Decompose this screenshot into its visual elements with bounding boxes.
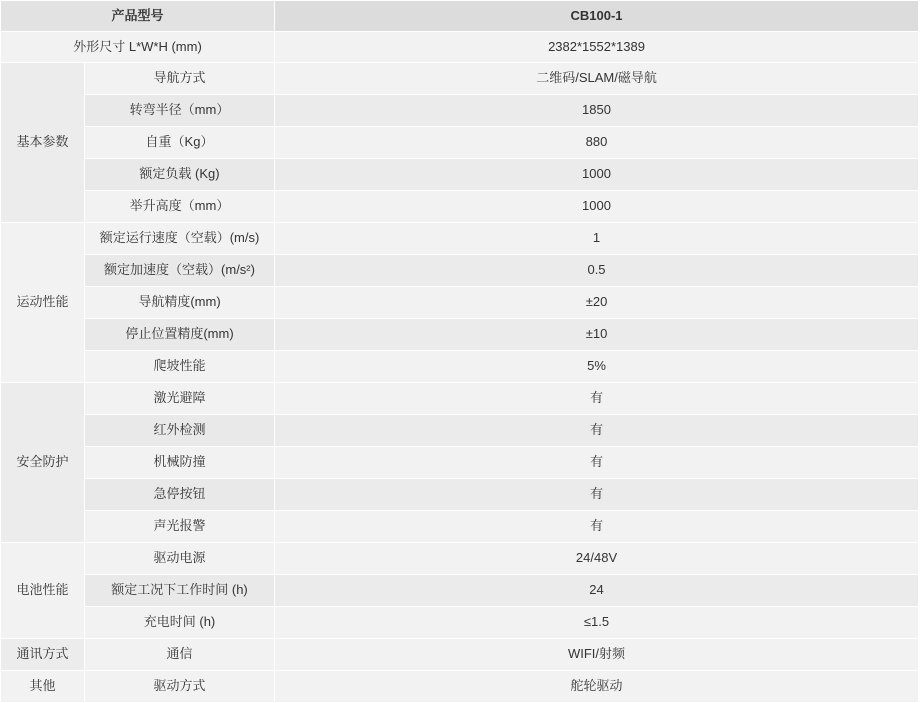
row-value: WIFI/射频 [275, 639, 919, 671]
row-value: 1000 [275, 191, 919, 223]
table-row [1, 607, 919, 639]
table-row [1, 479, 919, 511]
row-item-label: 导航精度(mm) [85, 287, 275, 319]
table-row [1, 319, 919, 351]
table-row [1, 191, 919, 223]
row-item-label: 外形尺寸 L*W*H (mm) [1, 32, 275, 63]
row-value: 1000 [275, 159, 919, 191]
table-row [1, 511, 919, 543]
table-row [1, 287, 919, 319]
row-group-label: 通讯方式 [1, 639, 85, 671]
row-value: 舵轮驱动 [275, 671, 919, 703]
row-value: 有 [275, 383, 919, 415]
table-row [1, 543, 919, 575]
row-item-label: 额定负载 (Kg) [85, 159, 275, 191]
row-value: 2382*1552*1389 [275, 32, 919, 63]
table-header-row [1, 1, 919, 32]
row-group-label: 电池性能 [1, 543, 85, 639]
row-item-label: 通信 [85, 639, 275, 671]
row-item-label: 停止位置精度(mm) [85, 319, 275, 351]
table-row [1, 127, 919, 159]
table-row [1, 351, 919, 383]
table-row [1, 95, 919, 127]
table-row [1, 415, 919, 447]
row-group-label: 运动性能 [1, 223, 85, 383]
row-value: 有 [275, 511, 919, 543]
row-value: 有 [275, 479, 919, 511]
table-row [1, 255, 919, 287]
row-item-label: 额定运行速度（空载）(m/s) [85, 223, 275, 255]
row-value: 24/48V [275, 543, 919, 575]
row-item-label: 额定工况下工作时间 (h) [85, 575, 275, 607]
row-group-label: 安全防护 [1, 383, 85, 543]
row-value: 有 [275, 415, 919, 447]
row-item-label: 额定加速度（空载）(m/s²) [85, 255, 275, 287]
row-value: 有 [275, 447, 919, 479]
row-value: 1850 [275, 95, 919, 127]
spec-table-body [1, 1, 919, 703]
table-row [1, 63, 919, 95]
row-item-label: 急停按钮 [85, 479, 275, 511]
table-row [1, 383, 919, 415]
row-item-label: 驱动方式 [85, 671, 275, 703]
row-item-label: 机械防撞 [85, 447, 275, 479]
row-value: 24 [275, 575, 919, 607]
row-item-label: 驱动电源 [85, 543, 275, 575]
table-row [1, 639, 919, 671]
row-item-label: 举升高度（mm） [85, 191, 275, 223]
row-value: ±10 [275, 319, 919, 351]
row-value: 二维码/SLAM/磁导航 [275, 63, 919, 95]
table-row [1, 32, 919, 63]
row-item-label: 充电时间 (h) [85, 607, 275, 639]
row-item-label: 导航方式 [85, 63, 275, 95]
row-item-label: 声光报警 [85, 511, 275, 543]
row-value: ≤1.5 [275, 607, 919, 639]
row-item-label: 自重（Kg） [85, 127, 275, 159]
row-group-label: 基本参数 [1, 63, 85, 223]
table-row [1, 159, 919, 191]
row-group-label: 其他 [1, 671, 85, 703]
row-value: 5% [275, 351, 919, 383]
row-value: 880 [275, 127, 919, 159]
header-label-cell: 产品型号 [1, 1, 275, 32]
row-item-label: 激光避障 [85, 383, 275, 415]
row-value: 0.5 [275, 255, 919, 287]
row-item-label: 红外检测 [85, 415, 275, 447]
table-row [1, 671, 919, 703]
row-value: ±20 [275, 287, 919, 319]
row-value: 1 [275, 223, 919, 255]
row-item-label: 爬坡性能 [85, 351, 275, 383]
header-value-cell: CB100-1 [275, 1, 919, 32]
table-row [1, 223, 919, 255]
table-row [1, 575, 919, 607]
table-row [1, 447, 919, 479]
row-item-label: 转弯半径（mm） [85, 95, 275, 127]
